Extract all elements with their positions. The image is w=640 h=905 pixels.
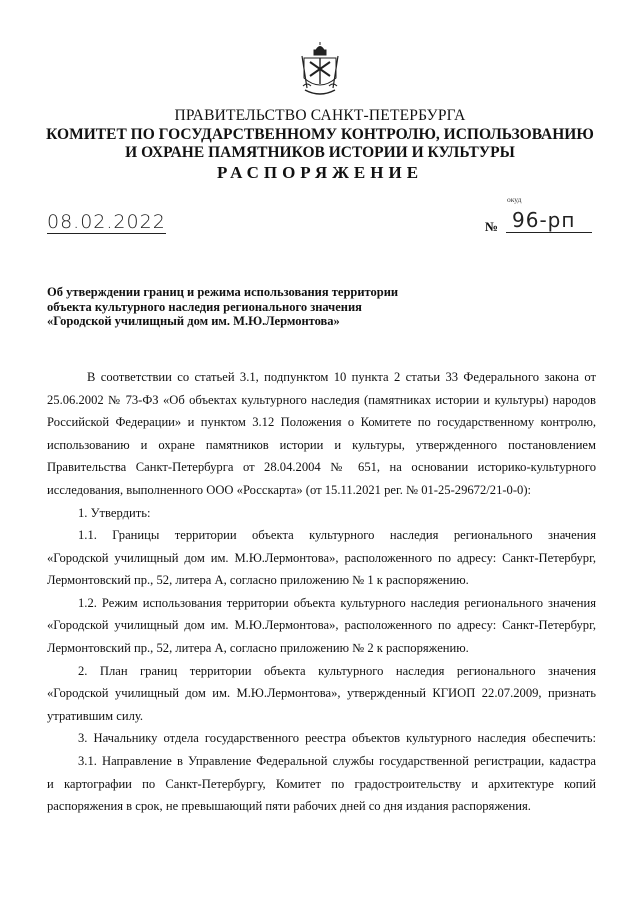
okud-label: окуд bbox=[507, 195, 522, 204]
body-line: «Городской училищный дом им. М.Ю.Лермонтова», расположенного по адресу: Санкт-Петербург, bbox=[47, 618, 596, 632]
body-line: использованию и охране памятников истории и культуры, утвержденного постановлением bbox=[47, 438, 596, 452]
subject-line: объекта культурного наследия регионального значения bbox=[47, 299, 362, 314]
subject-line: «Городской училищный дом им. М.Ю.Лермонтова» bbox=[47, 314, 340, 329]
body-line: Правительства Санкт-Петербурга от 28.04.2004 № 651, на основании историко-культурного bbox=[47, 460, 596, 474]
number-label: № bbox=[485, 219, 499, 234]
document-type-title: РАСПОРЯЖЕНИЕ bbox=[216, 163, 424, 182]
document-date: 08.02.2022 bbox=[47, 211, 166, 233]
body-line: «Городской училищный дом им. М.Ю.Лермонтова», расположенного по адресу: Санкт-Петербург, bbox=[47, 551, 596, 565]
subject-line: Об утверждении границ и режима использования территории bbox=[47, 285, 399, 299]
body-line: 25.06.2002 № 73-ФЗ «Об объектах культурного наследия (памятниках истории и культуры) народов bbox=[47, 393, 596, 407]
committee-name-line2: И ОХРАНЕ ПАМЯТНИКОВ ИСТОРИИ И КУЛЬТУРЫ bbox=[125, 144, 515, 161]
body-line: 3.1. Направление в Управление Федеральной службы государственной регистрации, кадастра bbox=[78, 754, 596, 768]
body-line: 1.1. Границы территории объекта культурного наследия регионального значения bbox=[78, 528, 596, 542]
body-line: В соответствии со статьей 3.1, подпунктом 10 пункта 2 статьи 33 Федерального закона от bbox=[87, 370, 596, 384]
government-name: ПРАВИТЕЛЬСТВО САНКТ-ПЕТЕРБУРГА bbox=[174, 107, 466, 124]
body-line: 3. Начальнику отдела государственного реестра объектов культурного наследия обеспечить: bbox=[78, 731, 596, 745]
committee-name-line1: КОМИТЕТ ПО ГОСУДАРСТВЕННОМУ КОНТРОЛЮ, ИСПОЛЬЗОВАНИЮ bbox=[46, 126, 594, 143]
document-subject bbox=[47, 285, 467, 329]
body-line: 1. Утвердить: bbox=[78, 506, 151, 520]
body-line: и картографии по Санкт-Петербургу, Комитет по градостроительству и архитектуре копий bbox=[47, 777, 596, 791]
body-line: исследования, выполненного ООО «Росскарта» (от 15.11.2021 рег. № 01-25-29672/21-0-0): bbox=[47, 483, 532, 497]
body-line: распоряжения в срок, не превышающий пяти рабочих дней со дня издания распоряжения. bbox=[47, 799, 531, 813]
body-line: Лермонтовский пр., 52, литера А, согласно приложению № 1 к распоряжению. bbox=[47, 573, 469, 587]
document-number: 96-рп bbox=[506, 208, 592, 233]
body-line: 2. План границ территории объекта культурного наследия регионального значения bbox=[78, 664, 596, 678]
body-line: «Городской училищный дом им. М.Ю.Лермонтова», утвержденный КГИОП 22.07.2009, признать bbox=[47, 686, 596, 700]
body-line: Российской Федерации» и пунктом 3.12 Положения о Комитете по государственному контролю, bbox=[47, 415, 596, 429]
coat-of-arms-emblem bbox=[301, 42, 339, 98]
body-line: 1.2. Режим использования территории объекта культурного наследия регионального значения bbox=[78, 596, 596, 610]
body-line: Лермонтовский пр., 52, литера А, согласно приложению № 2 к распоряжению. bbox=[47, 641, 469, 655]
body-line: утратившим силу. bbox=[47, 709, 144, 723]
